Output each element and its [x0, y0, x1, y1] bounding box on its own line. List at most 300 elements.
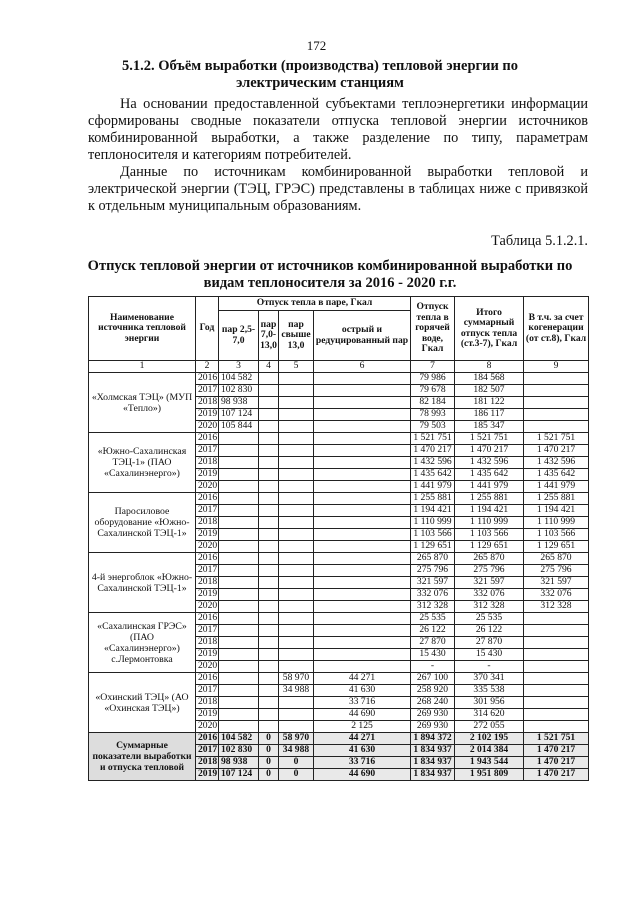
- year-cell: 2019: [196, 469, 219, 481]
- value-cell-c7: 1 435 642: [411, 469, 455, 481]
- total-value-cell-c6: 41 630: [314, 745, 411, 757]
- value-cell-c8: 1 194 421: [455, 505, 524, 517]
- value-cell-c9: [524, 673, 589, 685]
- value-cell-c9: [524, 685, 589, 697]
- total-value-cell-c3: 107 124: [219, 769, 259, 781]
- value-cell-c6: [314, 493, 411, 505]
- value-cell-c7: 312 328: [411, 601, 455, 613]
- total-value-cell-c8: 2 102 195: [455, 733, 524, 745]
- year-cell: 2020: [196, 601, 219, 613]
- value-cell-c4: [259, 625, 279, 637]
- value-cell-c4: [259, 517, 279, 529]
- value-cell-c3: [219, 517, 259, 529]
- value-cell-c7: 268 240: [411, 697, 455, 709]
- col-num: 7: [411, 361, 455, 373]
- value-cell-c3: 98 938: [219, 397, 259, 409]
- value-cell-c6: [314, 553, 411, 565]
- totals-name: Суммарные показатели выработки и отпуска тепловой: [89, 733, 196, 781]
- value-cell-c8: 1 470 217: [455, 445, 524, 457]
- year-cell: 2018: [196, 397, 219, 409]
- total-value-cell-c9: 1 470 217: [524, 757, 589, 769]
- value-cell-c8: 1 432 596: [455, 457, 524, 469]
- value-cell-c3: [219, 589, 259, 601]
- value-cell-c6: [314, 649, 411, 661]
- value-cell-c7: 15 430: [411, 649, 455, 661]
- year-cell: 2020: [196, 541, 219, 553]
- value-cell-c6: 44 690: [314, 709, 411, 721]
- value-cell-c7: 79 678: [411, 385, 455, 397]
- col-num: 8: [455, 361, 524, 373]
- total-year-cell: 2016: [196, 733, 219, 745]
- value-cell-c3: [219, 445, 259, 457]
- table-row: [89, 373, 589, 385]
- value-cell-c5: [279, 445, 314, 457]
- value-cell-c8: 1 110 999: [455, 517, 524, 529]
- value-cell-c5: [279, 433, 314, 445]
- table-row: [89, 613, 589, 625]
- year-cell: 2018: [196, 517, 219, 529]
- value-cell-c8: 27 870: [455, 637, 524, 649]
- value-cell-c4: [259, 433, 279, 445]
- total-year-cell: 2018: [196, 757, 219, 769]
- year-cell: 2020: [196, 421, 219, 433]
- value-cell-c6: [314, 433, 411, 445]
- total-value-cell-c5: 0: [279, 757, 314, 769]
- value-cell-c3: 102 830: [219, 385, 259, 397]
- col-num: 5: [279, 361, 314, 373]
- value-cell-c3: [219, 541, 259, 553]
- value-cell-c7: 1 103 566: [411, 529, 455, 541]
- value-cell-c4: [259, 469, 279, 481]
- section-title: 5.1.2. Объём выработки (производства) тепловой энергии по электрическим станциям: [121, 58, 519, 91]
- value-cell-c3: [219, 673, 259, 685]
- total-value-cell-c9: 1 521 751: [524, 733, 589, 745]
- value-cell-c4: [259, 685, 279, 697]
- value-cell-c4: [259, 673, 279, 685]
- value-cell-c4: [259, 421, 279, 433]
- total-value-cell-c3: 104 582: [219, 733, 259, 745]
- col-num: 6: [314, 361, 411, 373]
- value-cell-c5: [279, 553, 314, 565]
- value-cell-c6: [314, 529, 411, 541]
- value-cell-c6: [314, 457, 411, 469]
- header-steam3: пар свыше 13,0: [279, 311, 314, 361]
- value-cell-c9: [524, 373, 589, 385]
- total-value-cell-c4: 0: [259, 745, 279, 757]
- value-cell-c9: [524, 697, 589, 709]
- value-cell-c7: 275 796: [411, 565, 455, 577]
- total-value-cell-c3: 98 938: [219, 757, 259, 769]
- value-cell-c6: [314, 469, 411, 481]
- value-cell-c9: [524, 721, 589, 733]
- value-cell-c6: [314, 517, 411, 529]
- value-cell-c7: 82 184: [411, 397, 455, 409]
- value-cell-c3: [219, 601, 259, 613]
- value-cell-c5: [279, 637, 314, 649]
- total-value-cell-c9: 1 470 217: [524, 745, 589, 757]
- value-cell-c7: 26 122: [411, 625, 455, 637]
- header-name: Наименование источника тепловой энергии: [89, 297, 196, 361]
- value-cell-c9: 265 870: [524, 553, 589, 565]
- paragraph-1: На основании предоставленной субъектами теплоэнергетики информации сформированы сводные показатели отпуска тепловой энергии источников комбинированной выработки, а также разделение по типу, параметрам теплоносителя и категориям потребителей.: [88, 96, 588, 163]
- value-cell-c3: [219, 637, 259, 649]
- source-name: «Сахалинская ГРЭС» (ПАО «Сахалинэнерго») с.Лермонтовка: [89, 613, 196, 673]
- value-cell-c5: [279, 589, 314, 601]
- value-cell-c6: [314, 661, 411, 673]
- value-cell-c9: [524, 385, 589, 397]
- header-year: Год: [196, 297, 219, 361]
- total-value-cell-c3: 102 830: [219, 745, 259, 757]
- value-cell-c9: [524, 649, 589, 661]
- value-cell-c8: 272 055: [455, 721, 524, 733]
- value-cell-c7: 1 470 217: [411, 445, 455, 457]
- value-cell-c5: [279, 565, 314, 577]
- column-number-row: [89, 361, 589, 373]
- value-cell-c6: [314, 601, 411, 613]
- value-cell-c5: [279, 625, 314, 637]
- table-row: [89, 493, 589, 505]
- value-cell-c3: [219, 721, 259, 733]
- value-cell-c3: [219, 613, 259, 625]
- value-cell-c8: 1 441 979: [455, 481, 524, 493]
- value-cell-c7: -: [411, 661, 455, 673]
- total-value-cell-c4: 0: [259, 757, 279, 769]
- col-num: 2: [196, 361, 219, 373]
- value-cell-c6: 33 716: [314, 697, 411, 709]
- value-cell-c6: [314, 541, 411, 553]
- col-num: 9: [524, 361, 589, 373]
- year-cell: 2019: [196, 709, 219, 721]
- col-num: 3: [219, 361, 259, 373]
- total-value-cell-c6: 44 271: [314, 733, 411, 745]
- year-cell: 2016: [196, 433, 219, 445]
- value-cell-c4: [259, 385, 279, 397]
- value-cell-c7: 1 521 751: [411, 433, 455, 445]
- value-cell-c4: [259, 553, 279, 565]
- value-cell-c5: [279, 709, 314, 721]
- total-value-cell-c5: 0: [279, 769, 314, 781]
- value-cell-c9: [524, 409, 589, 421]
- value-cell-c3: [219, 433, 259, 445]
- value-cell-c7: 25 535: [411, 613, 455, 625]
- value-cell-c7: 1 255 881: [411, 493, 455, 505]
- total-value-cell-c5: 58 970: [279, 733, 314, 745]
- source-name: «Южно-Сахалинская ТЭЦ-1» (ПАО «Сахалинэнерго»): [89, 433, 196, 493]
- total-value-cell-c8: 1 943 544: [455, 757, 524, 769]
- value-cell-c5: [279, 457, 314, 469]
- value-cell-c6: [314, 565, 411, 577]
- value-cell-c5: 34 988: [279, 685, 314, 697]
- value-cell-c3: [219, 553, 259, 565]
- value-cell-c4: [259, 529, 279, 541]
- header-cogen: В т.ч. за счет когенерации (от ст.8), Гкал: [524, 297, 589, 361]
- value-cell-c4: [259, 709, 279, 721]
- year-cell: 2019: [196, 649, 219, 661]
- value-cell-c8: 312 328: [455, 601, 524, 613]
- value-cell-c6: [314, 589, 411, 601]
- value-cell-c9: 312 328: [524, 601, 589, 613]
- total-value-cell-c9: 1 470 217: [524, 769, 589, 781]
- value-cell-c7: 258 920: [411, 685, 455, 697]
- value-cell-c7: 265 870: [411, 553, 455, 565]
- value-cell-c4: [259, 637, 279, 649]
- value-cell-c7: 79 986: [411, 373, 455, 385]
- value-cell-c7: 1 110 999: [411, 517, 455, 529]
- total-value-cell-c6: 33 716: [314, 757, 411, 769]
- value-cell-c3: [219, 457, 259, 469]
- value-cell-c6: 2 125: [314, 721, 411, 733]
- value-cell-c3: 105 844: [219, 421, 259, 433]
- value-cell-c3: [219, 625, 259, 637]
- total-value-cell-c8: 1 951 809: [455, 769, 524, 781]
- value-cell-c5: [279, 577, 314, 589]
- value-cell-c9: 1 255 881: [524, 493, 589, 505]
- value-cell-c5: [279, 385, 314, 397]
- value-cell-c9: 1 435 642: [524, 469, 589, 481]
- value-cell-c8: 321 597: [455, 577, 524, 589]
- value-cell-c8: 1 255 881: [455, 493, 524, 505]
- value-cell-c4: [259, 565, 279, 577]
- value-cell-c4: [259, 697, 279, 709]
- year-cell: 2018: [196, 457, 219, 469]
- value-cell-c4: [259, 445, 279, 457]
- value-cell-c5: [279, 421, 314, 433]
- value-cell-c9: 332 076: [524, 589, 589, 601]
- year-cell: 2016: [196, 553, 219, 565]
- value-cell-c8: 26 122: [455, 625, 524, 637]
- value-cell-c3: 107 124: [219, 409, 259, 421]
- table-row: [89, 553, 589, 565]
- value-cell-c9: [524, 709, 589, 721]
- year-cell: 2017: [196, 685, 219, 697]
- source-name: «Холмская ТЭЦ» (МУП «Тепло»): [89, 373, 196, 433]
- value-cell-c9: 1 441 979: [524, 481, 589, 493]
- value-cell-c8: 1 103 566: [455, 529, 524, 541]
- value-cell-c7: 332 076: [411, 589, 455, 601]
- value-cell-c9: [524, 397, 589, 409]
- value-cell-c8: -: [455, 661, 524, 673]
- value-cell-c8: 265 870: [455, 553, 524, 565]
- value-cell-c5: [279, 721, 314, 733]
- value-cell-c8: 314 620: [455, 709, 524, 721]
- year-cell: 2019: [196, 529, 219, 541]
- value-cell-c6: [314, 613, 411, 625]
- value-cell-c6: 44 271: [314, 673, 411, 685]
- value-cell-c6: [314, 481, 411, 493]
- year-cell: 2018: [196, 577, 219, 589]
- value-cell-c5: [279, 373, 314, 385]
- total-value-cell-c4: 0: [259, 769, 279, 781]
- year-cell: 2016: [196, 373, 219, 385]
- value-cell-c6: [314, 373, 411, 385]
- value-cell-c9: [524, 625, 589, 637]
- value-cell-c5: [279, 493, 314, 505]
- year-cell: 2017: [196, 445, 219, 457]
- year-cell: 2017: [196, 385, 219, 397]
- value-cell-c3: [219, 493, 259, 505]
- value-cell-c9: [524, 421, 589, 433]
- value-cell-c8: 181 122: [455, 397, 524, 409]
- value-cell-c7: 27 870: [411, 637, 455, 649]
- value-cell-c3: [219, 469, 259, 481]
- value-cell-c5: 58 970: [279, 673, 314, 685]
- value-cell-c3: [219, 577, 259, 589]
- value-cell-c5: [279, 505, 314, 517]
- value-cell-c7: 321 597: [411, 577, 455, 589]
- value-cell-c5: [279, 469, 314, 481]
- value-cell-c8: 335 538: [455, 685, 524, 697]
- value-cell-c5: [279, 697, 314, 709]
- value-cell-c4: [259, 493, 279, 505]
- value-cell-c3: [219, 529, 259, 541]
- value-cell-c5: [279, 409, 314, 421]
- header-steam2: пар 7,0-13,0: [259, 311, 279, 361]
- col-num: 1: [89, 361, 196, 373]
- year-cell: 2018: [196, 697, 219, 709]
- value-cell-c8: 182 507: [455, 385, 524, 397]
- header-water: Отпуск тепла в горячей воде, Гкал: [411, 297, 455, 361]
- value-cell-c8: 1 129 651: [455, 541, 524, 553]
- value-cell-c8: 1 435 642: [455, 469, 524, 481]
- value-cell-c6: [314, 445, 411, 457]
- value-cell-c7: 269 930: [411, 709, 455, 721]
- value-cell-c4: [259, 589, 279, 601]
- source-name: 4-й энергоблок «Южно-Сахалинской ТЭЦ-1»: [89, 553, 196, 613]
- value-cell-c6: [314, 625, 411, 637]
- year-cell: 2016: [196, 493, 219, 505]
- year-cell: 2020: [196, 481, 219, 493]
- value-cell-c7: 78 993: [411, 409, 455, 421]
- value-cell-c4: [259, 373, 279, 385]
- value-cell-c5: [279, 649, 314, 661]
- value-cell-c6: [314, 577, 411, 589]
- value-cell-c5: [279, 517, 314, 529]
- value-cell-c8: 25 535: [455, 613, 524, 625]
- value-cell-c6: [314, 421, 411, 433]
- value-cell-c5: [279, 661, 314, 673]
- value-cell-c6: 41 630: [314, 685, 411, 697]
- value-cell-c4: [259, 505, 279, 517]
- year-cell: 2019: [196, 409, 219, 421]
- value-cell-c5: [279, 529, 314, 541]
- total-value-cell-c7: 1 894 372: [411, 733, 455, 745]
- value-cell-c8: 275 796: [455, 565, 524, 577]
- value-cell-c6: [314, 397, 411, 409]
- value-cell-c9: 1 432 596: [524, 457, 589, 469]
- value-cell-c3: [219, 649, 259, 661]
- source-name: Паросиловое оборудование «Южно-Сахалинской ТЭЦ-1»: [89, 493, 196, 553]
- year-cell: 2017: [196, 565, 219, 577]
- value-cell-c7: 1 441 979: [411, 481, 455, 493]
- value-cell-c4: [259, 397, 279, 409]
- value-cell-c7: 1 129 651: [411, 541, 455, 553]
- value-cell-c3: [219, 685, 259, 697]
- value-cell-c9: [524, 613, 589, 625]
- total-value-cell-c5: 34 988: [279, 745, 314, 757]
- value-cell-c8: 301 956: [455, 697, 524, 709]
- value-cell-c3: [219, 505, 259, 517]
- year-cell: 2020: [196, 721, 219, 733]
- value-cell-c6: [314, 637, 411, 649]
- value-cell-c9: 1 194 421: [524, 505, 589, 517]
- year-cell: 2017: [196, 505, 219, 517]
- value-cell-c7: 79 503: [411, 421, 455, 433]
- col-num: 4: [259, 361, 279, 373]
- total-value-cell-c7: 1 834 937: [411, 757, 455, 769]
- value-cell-c3: [219, 709, 259, 721]
- value-cell-c4: [259, 481, 279, 493]
- value-cell-c7: 267 100: [411, 673, 455, 685]
- value-cell-c8: 332 076: [455, 589, 524, 601]
- value-cell-c9: 1 521 751: [524, 433, 589, 445]
- value-cell-c4: [259, 613, 279, 625]
- total-value-cell-c7: 1 834 937: [411, 745, 455, 757]
- value-cell-c3: [219, 661, 259, 673]
- value-cell-c8: 184 568: [455, 373, 524, 385]
- table-title: Отпуск тепловой энергии от источников комбинированной выработки по видам теплоносителя за 2016 - 2020 г.г.: [87, 258, 573, 291]
- paragraph-2: Данные по источникам комбинированной выработки тепловой и электрической энергии (ТЭЦ, ГРЭС) представлены в таблицах ниже с привязкой к отдельным муниципальным образованиям.: [88, 164, 588, 214]
- year-cell: 2016: [196, 613, 219, 625]
- value-cell-c8: 1 521 751: [455, 433, 524, 445]
- total-year-cell: 2017: [196, 745, 219, 757]
- value-cell-c4: [259, 409, 279, 421]
- value-cell-c6: [314, 409, 411, 421]
- total-value-cell-c4: 0: [259, 733, 279, 745]
- total-row: [89, 733, 589, 745]
- year-cell: 2019: [196, 589, 219, 601]
- value-cell-c4: [259, 541, 279, 553]
- value-cell-c5: [279, 601, 314, 613]
- value-cell-c9: 1 129 651: [524, 541, 589, 553]
- value-cell-c5: [279, 541, 314, 553]
- year-cell: 2017: [196, 625, 219, 637]
- value-cell-c4: [259, 457, 279, 469]
- value-cell-c8: 185 347: [455, 421, 524, 433]
- value-cell-c9: 321 597: [524, 577, 589, 589]
- value-cell-c8: 15 430: [455, 649, 524, 661]
- total-value-cell-c7: 1 834 937: [411, 769, 455, 781]
- value-cell-c3: 104 582: [219, 373, 259, 385]
- total-value-cell-c6: 44 690: [314, 769, 411, 781]
- value-cell-c3: [219, 697, 259, 709]
- table-label: Таблица 5.1.2.1.: [491, 233, 588, 249]
- value-cell-c4: [259, 661, 279, 673]
- value-cell-c9: 275 796: [524, 565, 589, 577]
- value-cell-c5: [279, 397, 314, 409]
- table-row: [89, 673, 589, 685]
- heat-supply-table: [88, 296, 589, 781]
- total-value-cell-c8: 2 014 384: [455, 745, 524, 757]
- header-steam1: пар 2,5-7,0: [219, 311, 259, 361]
- value-cell-c8: 186 117: [455, 409, 524, 421]
- value-cell-c9: 1 110 999: [524, 517, 589, 529]
- value-cell-c5: [279, 481, 314, 493]
- table-body: [89, 373, 589, 781]
- header-steam-group: Отпуск тепла в паре, Гкал: [219, 297, 411, 311]
- header-total: Итого суммарный отпуск тепла (ст.3-7), Гкал: [455, 297, 524, 361]
- value-cell-c8: 370 341: [455, 673, 524, 685]
- value-cell-c9: 1 103 566: [524, 529, 589, 541]
- value-cell-c5: [279, 613, 314, 625]
- value-cell-c7: 1 432 596: [411, 457, 455, 469]
- year-cell: 2018: [196, 637, 219, 649]
- table-row: [89, 433, 589, 445]
- value-cell-c3: [219, 565, 259, 577]
- value-cell-c7: 269 930: [411, 721, 455, 733]
- value-cell-c4: [259, 649, 279, 661]
- value-cell-c4: [259, 577, 279, 589]
- value-cell-c9: [524, 637, 589, 649]
